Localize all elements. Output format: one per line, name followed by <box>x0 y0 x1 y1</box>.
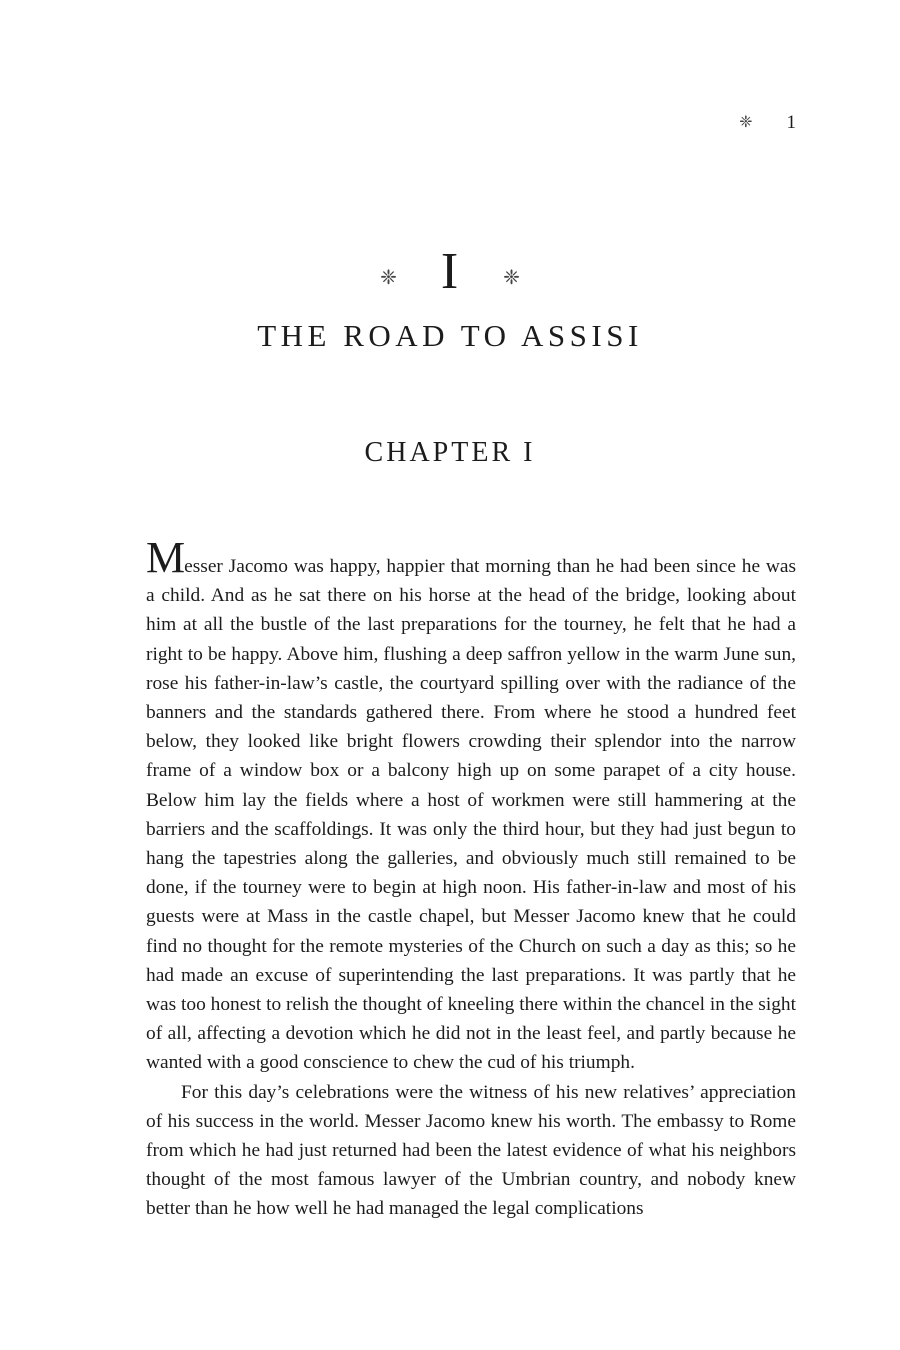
paragraph-1 <box>146 533 796 1078</box>
paragraph-1-text: esser Jacomo was happy, happier that morning than he had been since he was a child. And as he sat there on his horse at the head of the bridge, looking about him at all the bustle of the last preparations for the tourney, he felt that he had a right to be happy. Above him, flushing a deep saffron yellow in the warm June sun, rose his father-in-law’s castle, the courtyard spilling over with the radiance of the banners and the standards gathered there. From where he stood a hundred feet below, they looked like bright flowers crowding their splendor into the narrow frame of a window box or a balcony high up on some parapet of a city house. Below him lay the fields where a host of workmen were still hammering at the barriers and the scaffoldings. It was only the third hour, but they had just begun to hang the tapestries along the galleries, and obviously much still remained to be done, if the tourney were to begin at high noon. His father-in-law and most of his guests were at Mass in the castle chapel, but Messer Jacomo knew that he could find no thought for the remote mysteries of the Church on such a day as this; so he had made an excuse of superintending the last preparations. It was partly that he was too honest to relish the thought of kneeling there within the chancel in the sight of all, affecting a devotion which he did not in the least feel, and partly because he wanted with a good conscience to chew the cud of his triumph. <box>146 556 796 1074</box>
paragraph-2 <box>146 1078 796 1224</box>
fleuron-right-icon: ❈ <box>503 267 520 289</box>
part-heading <box>0 243 900 300</box>
chapter-title: CHAPTER I <box>364 437 536 468</box>
body-text <box>146 533 796 1224</box>
part-numeral: I <box>440 243 460 300</box>
page-number: 1 <box>786 112 796 133</box>
paragraph-2-text: For this day’s celebrations were the witness of his new relatives’ appreciation of his success in the world. Messer Jacomo knew his worth. The embassy to Rome from which he had just returned had been the latest evidence of what his neighbors thought of the most famous lawyer of the Umbrian country, and nobody knew better than he how well he had managed the legal complications <box>146 1081 796 1220</box>
fleuron-ornament-icon: ❈ <box>739 114 753 131</box>
part-title: THE ROAD TO ASSISI <box>257 318 643 353</box>
fleuron-left-icon: ❈ <box>380 267 397 289</box>
running-head <box>739 112 796 134</box>
drop-cap: M <box>146 533 185 582</box>
